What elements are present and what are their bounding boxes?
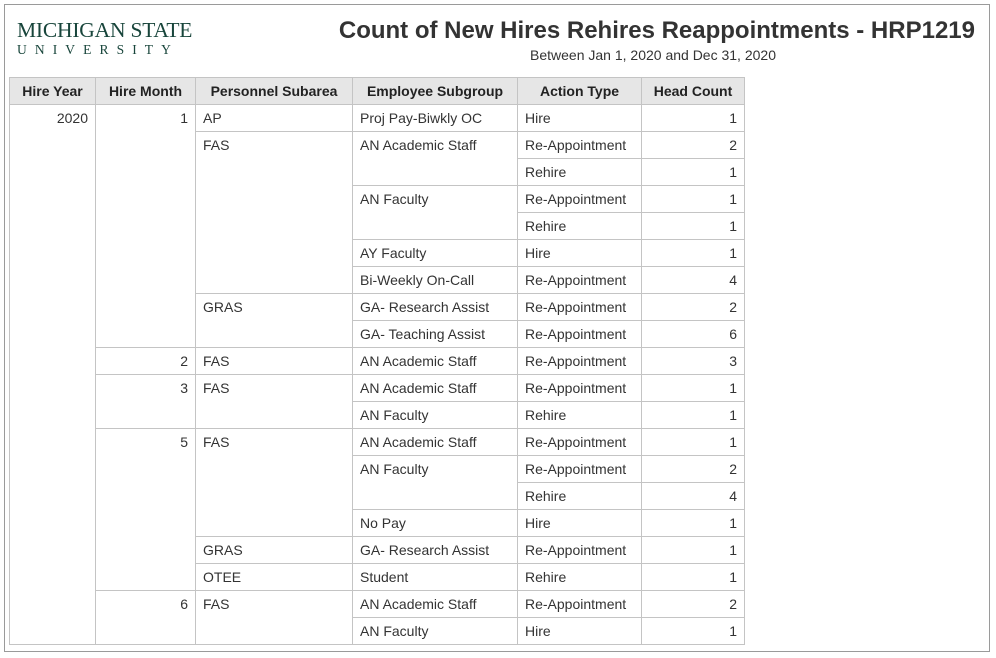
- head-count-cell: 2: [642, 294, 745, 321]
- personnel-subarea-cell: FAS: [196, 429, 353, 537]
- employee-subgroup-cell: AN Academic Staff: [353, 375, 518, 402]
- hire-month-cell: 6: [96, 591, 196, 645]
- head-count-cell: 1: [642, 213, 745, 240]
- personnel-subarea-cell: FAS: [196, 132, 353, 294]
- employee-subgroup-cell: GA- Teaching Assist: [353, 321, 518, 348]
- action-type-cell: Re-Appointment: [518, 186, 642, 213]
- head-count-cell: 1: [642, 159, 745, 186]
- employee-subgroup-cell: Proj Pay-Biwkly OC: [353, 105, 518, 132]
- personnel-subarea-cell: FAS: [196, 348, 353, 375]
- employee-subgroup-cell: AN Faculty: [353, 186, 518, 240]
- column-header-hire-month: Hire Month: [96, 78, 196, 105]
- report-table: [9, 77, 745, 645]
- table-row: [10, 105, 745, 132]
- head-count-cell: 1: [642, 537, 745, 564]
- head-count-cell: 1: [642, 429, 745, 456]
- employee-subgroup-cell: Student: [353, 564, 518, 591]
- logo-wordmark-line1: MICHIGAN STATE: [17, 18, 193, 42]
- employee-subgroup-cell: AN Faculty: [353, 618, 518, 645]
- report-date-range: Between Jan 1, 2020 and Dec 31, 2020: [530, 47, 776, 63]
- head-count-cell: 1: [642, 375, 745, 402]
- hire-month-cell: 2: [96, 348, 196, 375]
- column-header-head-count: Head Count: [642, 78, 745, 105]
- head-count-cell: 2: [642, 132, 745, 159]
- action-type-cell: Rehire: [518, 402, 642, 429]
- report-frame: [4, 4, 990, 652]
- table-header-row: [10, 78, 745, 105]
- employee-subgroup-cell: No Pay: [353, 510, 518, 537]
- personnel-subarea-cell: OTEE: [196, 564, 353, 591]
- hire-month-cell: 5: [96, 429, 196, 591]
- action-type-cell: Re-Appointment: [518, 294, 642, 321]
- hire-year-cell: 2020: [10, 105, 96, 645]
- action-type-cell: Re-Appointment: [518, 132, 642, 159]
- head-count-cell: 1: [642, 186, 745, 213]
- action-type-cell: Re-Appointment: [518, 429, 642, 456]
- employee-subgroup-cell: AN Academic Staff: [353, 429, 518, 456]
- employee-subgroup-cell: AN Academic Staff: [353, 591, 518, 618]
- column-header-personnel-subarea: Personnel Subarea: [196, 78, 353, 105]
- action-type-cell: Re-Appointment: [518, 321, 642, 348]
- head-count-cell: 3: [642, 348, 745, 375]
- action-type-cell: Re-Appointment: [518, 348, 642, 375]
- head-count-cell: 4: [642, 267, 745, 294]
- employee-subgroup-cell: AN Faculty: [353, 456, 518, 510]
- personnel-subarea-cell: AP: [196, 105, 353, 132]
- employee-subgroup-cell: AN Academic Staff: [353, 348, 518, 375]
- personnel-subarea-cell: GRAS: [196, 537, 353, 564]
- head-count-cell: 1: [642, 564, 745, 591]
- head-count-cell: 1: [642, 240, 745, 267]
- action-type-cell: Hire: [518, 240, 642, 267]
- employee-subgroup-cell: AN Faculty: [353, 402, 518, 429]
- logo-wordmark-line2: UNIVERSITY: [17, 42, 179, 57]
- table-row: [10, 375, 745, 402]
- head-count-cell: 1: [642, 618, 745, 645]
- action-type-cell: Rehire: [518, 159, 642, 186]
- table-row: [10, 429, 745, 456]
- personnel-subarea-cell: FAS: [196, 591, 353, 645]
- head-count-cell: 2: [642, 456, 745, 483]
- action-type-cell: Re-Appointment: [518, 591, 642, 618]
- head-count-cell: 1: [642, 402, 745, 429]
- hire-month-cell: 1: [96, 105, 196, 348]
- employee-subgroup-cell: Bi-Weekly On-Call: [353, 267, 518, 294]
- action-type-cell: Re-Appointment: [518, 375, 642, 402]
- hire-month-cell: 3: [96, 375, 196, 429]
- head-count-cell: 2: [642, 591, 745, 618]
- column-header-hire-year: Hire Year: [10, 78, 96, 105]
- head-count-cell: 6: [642, 321, 745, 348]
- employee-subgroup-cell: GA- Research Assist: [353, 294, 518, 321]
- action-type-cell: Re-Appointment: [518, 267, 642, 294]
- table-row: [10, 591, 745, 618]
- action-type-cell: Hire: [518, 105, 642, 132]
- report-title: Count of New Hires Rehires Reappointments - HRP1219: [338, 17, 975, 44]
- table-row: [10, 348, 745, 375]
- head-count-cell: 1: [642, 510, 745, 537]
- employee-subgroup-cell: AN Academic Staff: [353, 132, 518, 186]
- msu-logo: [17, 19, 192, 58]
- action-type-cell: Rehire: [518, 483, 642, 510]
- action-type-cell: Hire: [518, 618, 642, 645]
- action-type-cell: Re-Appointment: [518, 456, 642, 483]
- personnel-subarea-cell: FAS: [196, 375, 353, 429]
- employee-subgroup-cell: AY Faculty: [353, 240, 518, 267]
- employee-subgroup-cell: GA- Research Assist: [353, 537, 518, 564]
- personnel-subarea-cell: GRAS: [196, 294, 353, 348]
- action-type-cell: Rehire: [518, 564, 642, 591]
- head-count-cell: 1: [642, 105, 745, 132]
- action-type-cell: Rehire: [518, 213, 642, 240]
- action-type-cell: Re-Appointment: [518, 537, 642, 564]
- action-type-cell: Hire: [518, 510, 642, 537]
- column-header-action-type: Action Type: [518, 78, 642, 105]
- head-count-cell: 4: [642, 483, 745, 510]
- column-header-employee-subgroup: Employee Subgroup: [353, 78, 518, 105]
- report-body: [10, 105, 745, 645]
